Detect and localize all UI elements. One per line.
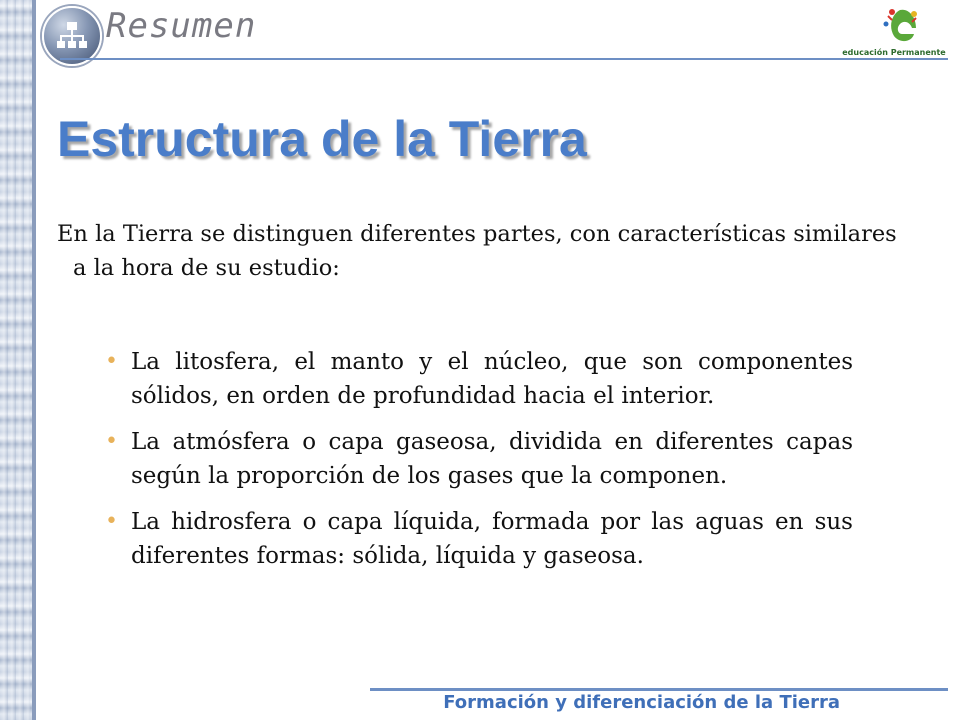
bullet-dot-icon: • [105,429,118,454]
header-divider [60,58,948,60]
intro-paragraph: En la Tierra se distinguen diferentes partes, con características similares a la hora de su estudio: [57,221,897,281]
list-item-text: La atmósfera o capa gaseosa, dividida en diferentes capas según la proporción de los gases que la componen. [131,429,853,489]
footer-title: Formación y diferenciación de la Tierra [443,692,840,713]
bullet-dot-icon: • [105,509,118,534]
slide-title: Estructura de la Tierra [57,111,587,167]
educacion-permanente-logo-icon [836,4,952,68]
sitemap-icon [42,6,102,66]
footer-divider [370,688,948,691]
list-item-text: La hidrosfera o capa líquida, formada por las aguas en sus diferentes formas: sólida, líquida y gaseosa. [131,509,853,569]
bullet-dot-icon: • [105,349,118,374]
list-item [103,425,853,493]
section-label: Resumen [106,6,257,46]
list-item [103,505,853,573]
list-item [103,345,853,413]
bullet-list [103,345,853,585]
left-decorative-strip [0,0,36,720]
list-item-text: La litosfera, el manto y el núcleo, que son componentes sólidos, en orden de profundidad hacia el interior. [131,349,853,409]
brand-text: educación Permanente [842,48,946,57]
